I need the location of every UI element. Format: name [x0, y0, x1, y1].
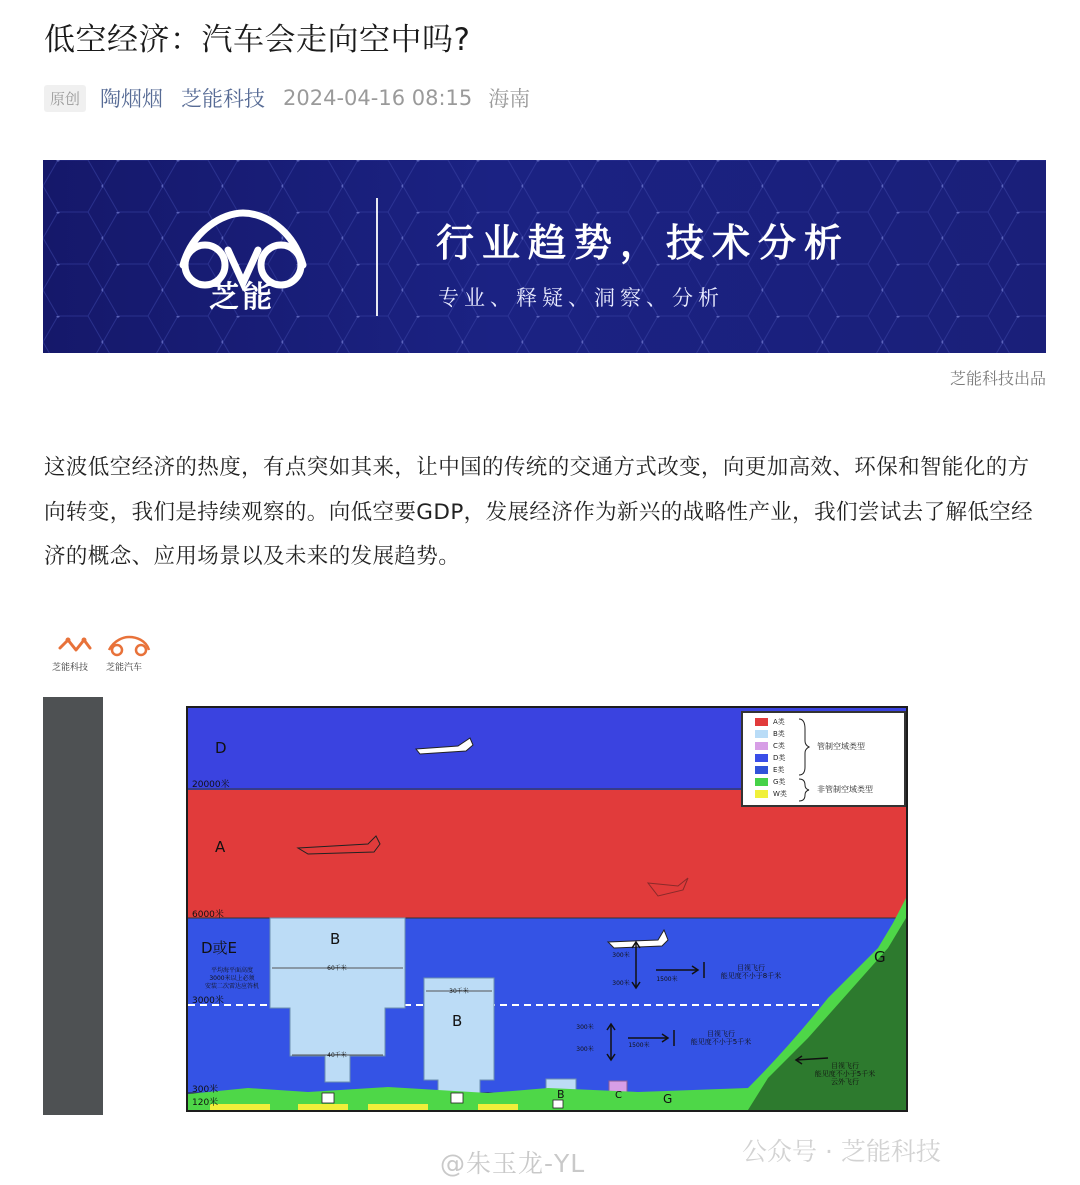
g-visual-rule: 目视飞行 能见度不小于5千米 云外飞行: [814, 1062, 876, 1086]
zone-label-d: D: [215, 739, 227, 757]
msl-note: 平均海平面高度 3000米以上必须 安装二次雷达应答机: [204, 967, 259, 990]
width-30km: 30千米: [449, 988, 469, 995]
altitude-20000: 20000米: [192, 780, 230, 790]
zone-label-b-large: B: [330, 930, 341, 948]
altitude-120: 120米: [192, 1098, 219, 1108]
legend-label-b: B类: [773, 730, 785, 738]
mini-logos: [52, 634, 162, 674]
sep-down-1: 300米: [612, 980, 630, 987]
zhineng-tech-logo-icon: [56, 634, 96, 658]
banner-divider: [376, 198, 378, 316]
legend-braces: [795, 715, 815, 805]
legend-label-c: C类: [773, 742, 785, 750]
legend-swatch-g: [755, 778, 768, 786]
banner-headline: 行业趋势，技术分析: [436, 221, 851, 265]
publish-location: 海南: [488, 87, 531, 111]
legend-swatch-a: [755, 718, 768, 726]
wechat-watermark: 公众号 · 芝能科技: [742, 1137, 941, 1166]
altitude-6000: 6000米: [192, 910, 224, 920]
legend-label-g: G类: [773, 778, 786, 786]
zone-label-c-small: C: [615, 1090, 622, 1101]
zone-label-b-medium: B: [452, 1012, 463, 1030]
sep-up-2: 300米: [576, 1024, 594, 1031]
sep-horizontal-1: 1500米: [656, 976, 678, 983]
sep-down-2: 300米: [576, 1046, 594, 1053]
legend-label-d: D类: [773, 754, 786, 762]
width-40km: 40千米: [327, 1052, 347, 1059]
zone-label-g: G: [874, 948, 886, 966]
zone-label-g-bottom: G: [663, 1092, 673, 1106]
airspace-legend: [741, 711, 906, 807]
mini-logo-label-tech: 芝能科技: [52, 663, 89, 673]
image-caption: 芝能科技出品: [949, 369, 1046, 388]
article-meta: [44, 80, 530, 116]
intro-paragraph: 这波低空经济的热度，有点突如其来，让中国的传统的交通方式改变，向更加高效、环保和智能化的方向转变，我们是持续观察的。向低空要GDP，发展经济作为新兴的战略性产业，我们尝试去了解低空经济的概念、应用场景以及未来的发展趋势。: [44, 455, 1034, 569]
sep-horizontal-2: 1500米: [628, 1042, 650, 1049]
banner-logo-text: 芝能: [209, 280, 275, 315]
legend-swatch-w: [755, 790, 768, 798]
legend-swatch-c: [755, 742, 768, 750]
original-tag: 原创: [44, 85, 86, 112]
width-60km: 60千米: [327, 965, 347, 972]
zone-label-a: A: [215, 838, 226, 856]
zone-label-b-small: B: [557, 1088, 565, 1101]
altitude-300: 300米: [192, 1085, 219, 1095]
weibo-watermark: @朱玉龙-YL: [440, 1149, 586, 1178]
legend-label-a: A类: [773, 718, 785, 726]
sep-up-1: 300米: [612, 952, 630, 959]
zhineng-auto-logo-icon: [106, 634, 152, 658]
slide-side-bar: [43, 697, 103, 1115]
visual-rule-8km: 目视飞行 能见度不小于8千米: [720, 964, 782, 980]
article-title: 低空经济：汽车会走向空中吗?: [44, 22, 471, 58]
airspace-classification-diagram: [186, 706, 908, 1112]
legend-swatch-e: [755, 766, 768, 774]
legend-controlled: 管制空域类型: [817, 742, 865, 751]
mini-logo-label-auto: 芝能汽车: [106, 663, 143, 673]
zone-label-de: D或E: [201, 939, 238, 957]
legend-uncontrolled: 非管制空域类型: [817, 785, 873, 794]
account-link[interactable]: 芝能科技: [181, 87, 266, 111]
legend-label-e: E类: [773, 766, 785, 774]
article-banner-image: [43, 160, 1046, 353]
zone-a-band: [188, 790, 906, 918]
author-link[interactable]: 陶烟烟: [100, 87, 164, 111]
visual-rule-5km: 目视飞行 能见度不小于5千米: [690, 1030, 752, 1046]
banner-subline: 专业、释疑、洞察、分析: [438, 286, 724, 310]
legend-swatch-d: [755, 754, 768, 762]
publish-time: 2024-04-16 08:15: [283, 86, 473, 110]
legend-swatch-b: [755, 730, 768, 738]
altitude-3000: 3000米: [192, 996, 224, 1006]
legend-label-w: W类: [773, 790, 787, 798]
